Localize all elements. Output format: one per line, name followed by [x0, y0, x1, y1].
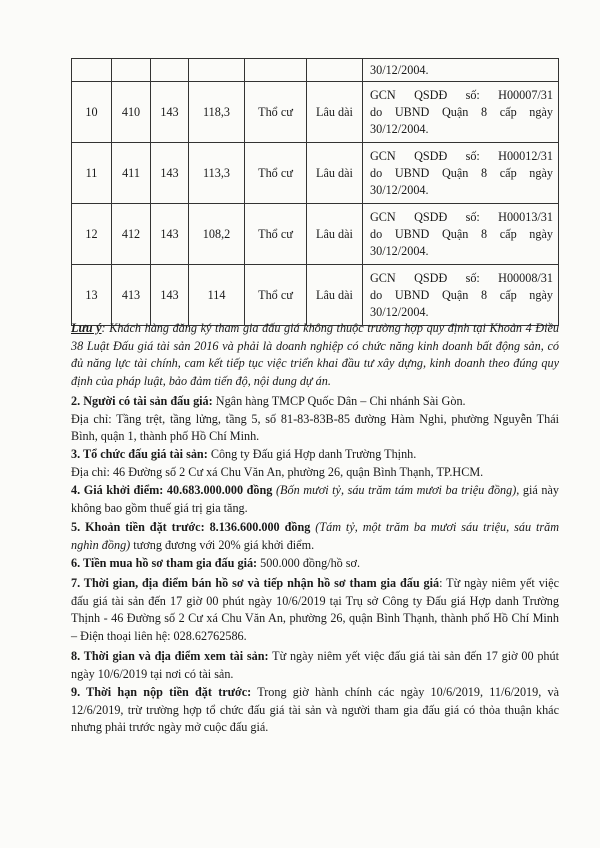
table-row — [72, 204, 559, 265]
gcn-line: do UBND Quận 8 cấp ngày — [370, 104, 553, 119]
section-2-address: Địa chỉ: Tầng trệt, tầng lửng, tầng 5, số 81-83-83B-85 đường Hàm Nghi, phường Nguyễn Thái Bình, quận 1, thành phố Hồ Chí Minh. — [71, 411, 559, 444]
section-3-body: Công ty Đấu giá Hợp danh Trường Thịnh. — [207, 447, 417, 461]
gcn-line: 30/12/2004. — [370, 182, 429, 197]
table-cell-md: Thổ cư — [245, 143, 307, 204]
table-row — [72, 82, 559, 143]
section-9-body: Trong giờ hành chính các ngày 10/6/2019, 11/6/2019, và 12/6/2019, trừ trường hợp tổ chức đấu giá tài sản và người tham gia đấu giá có thỏa thuận khác nhưng phải trước ngày mở cuộc đấu giá. — [71, 685, 560, 735]
table-cell-dt: 113,3 — [189, 143, 245, 204]
table-cell-lo: 412 — [112, 204, 151, 265]
table-cell-to: 143 — [151, 143, 189, 204]
table-cell-to: 143 — [151, 82, 189, 143]
lots-table — [71, 58, 559, 326]
gcn-line: GCN QSDĐ số: H00012/31 — [370, 148, 553, 163]
table-cell-stt: 10 — [72, 82, 112, 143]
section-4-heading: 4. Giá khởi điểm: 40.683.000.000 đồng — [71, 483, 273, 497]
table-cell-stt: 11 — [72, 143, 112, 204]
table-row — [72, 143, 559, 204]
table-cell-dt: 118,3 — [189, 82, 245, 143]
section-7-heading: 7. Thời gian, địa điểm bán hồ sơ và tiếp nhận hồ sơ tham gia đấu giá — [71, 576, 440, 590]
section-2-body: Ngân hàng TMCP Quốc Dân – Chi nhánh Sài Gòn. — [212, 394, 466, 408]
section-8-heading: 8. Thời gian và địa điểm xem tài sản: — [71, 649, 269, 663]
section-4-body: , giá này không bao gồm thuế giá trị gia tăng. — [71, 483, 559, 515]
table-cell-th: Lâu dài — [307, 265, 363, 326]
gcn-line: GCN QSDĐ số: H00013/31 — [370, 209, 553, 224]
note-label: Lưu ý — [71, 321, 102, 335]
table-cell-dt: 114 — [189, 265, 245, 326]
table-cell-th: Lâu dài — [307, 82, 363, 143]
gcn-line: GCN QSDĐ số: H00007/31 — [370, 87, 553, 102]
gcn-line: 30/12/2004. — [370, 121, 429, 136]
table-cell-gcn — [363, 143, 559, 204]
table-cell-gcn — [363, 82, 559, 143]
table-cell-stt: 12 — [72, 204, 112, 265]
section-5-heading: 5. Khoản tiền đặt trước: 8.136.600.000 đồng — [71, 520, 311, 534]
table-cell-dt: 108,2 — [189, 204, 245, 265]
section-3-heading: 3. Tổ chức đấu giá tài sản: — [71, 447, 208, 461]
note-paragraph — [71, 320, 559, 390]
gcn-line: do UBND Quận 8 cấp ngày — [370, 287, 553, 302]
section-8 — [71, 648, 559, 683]
section-7 — [71, 575, 559, 645]
table-cell-md: Thổ cư — [245, 82, 307, 143]
gcn-line: 30/12/2004. — [370, 304, 429, 319]
gcn-line: do UBND Quận 8 cấp ngày — [370, 226, 553, 241]
section-6-heading: 6. Tiền mua hồ sơ tham gia đấu giá: — [71, 556, 258, 570]
section-5 — [71, 519, 559, 554]
note-text: : Khách hàng đăng ký tham gia đấu giá không thuộc trường hợp quy định tại Khoản 4 Điều 38 Luật Đấu giá tài sản 2016 và phải là doanh nghiệp có chức năng kinh doanh bất động sản, có đủ năng lực tài chính, cam kết tiếp tục việc triển khai đầu tư xây dựng, kinh doanh theo đúng quy định của pháp luật, bảo đảm tiến độ, nội dung dự án. — [71, 321, 559, 388]
section-4 — [71, 482, 559, 517]
section-3 — [71, 446, 559, 481]
gcn-tail: 30/12/2004. — [363, 59, 559, 82]
table-cell-md: Thổ cư — [245, 265, 307, 326]
section-8-body: Từ ngày niêm yết việc đấu giá tài sản đến 17 giờ 00 phút ngày 10/6/2019 tại nơi có tài sản. — [71, 649, 559, 681]
gcn-line: GCN QSDĐ số: H00008/31 — [370, 270, 553, 285]
section-9-heading: 9. Thời hạn nộp tiền đặt trước: — [71, 685, 252, 699]
table-cell-lo: 413 — [112, 265, 151, 326]
gcn-line: 30/12/2004. — [370, 243, 429, 258]
table-cell-th: Lâu dài — [307, 143, 363, 204]
section-9 — [71, 684, 559, 737]
table-cell-lo: 411 — [112, 143, 151, 204]
section-7-body: : Từ ngày niêm yết việc đấu giá tài sản đến 17 giờ 00 phút ngày 10/6/2019 tại Trụ sở Công ty Đấu giá Hợp danh Trường Thịnh - 46 Đường số 2 Cư xá Chu Văn An, phường 26, quận Bình Thạnh, thành phố Hồ Chí Minh – Điện thoại liên hệ: 028.62762586. — [71, 576, 559, 643]
table-cell-to: 143 — [151, 265, 189, 326]
table-row — [72, 59, 559, 82]
section-4-words: (Bốn mươi tỷ, sáu trăm tám mươi ba triệu đồng) — [272, 483, 517, 497]
section-6 — [71, 555, 559, 573]
section-2 — [71, 393, 559, 446]
table-cell-stt: 13 — [72, 265, 112, 326]
table-cell-th: Lâu dài — [307, 204, 363, 265]
section-6-body: 500.000 đồng/hồ sơ. — [257, 556, 361, 570]
table-cell-gcn — [363, 265, 559, 326]
table-row — [72, 265, 559, 326]
section-5-words: (Tám tỷ, một trăm ba mươi sáu triệu, sáu trăm nghìn đồng) — [71, 520, 560, 552]
section-3-address: Địa chỉ: 46 Đường số 2 Cư xá Chu Văn An, phường 26, quận Bình Thạnh, TP.HCM. — [71, 464, 484, 479]
table-cell-lo: 410 — [112, 82, 151, 143]
section-5-body: tương đương với 20% giá khởi điểm. — [130, 537, 315, 552]
table-cell-md: Thổ cư — [245, 204, 307, 265]
table-cell-to: 143 — [151, 204, 189, 265]
gcn-line: do UBND Quận 8 cấp ngày — [370, 165, 553, 180]
section-2-heading: 2. Người có tài sản đấu giá: — [71, 394, 213, 408]
table-cell-gcn — [363, 204, 559, 265]
